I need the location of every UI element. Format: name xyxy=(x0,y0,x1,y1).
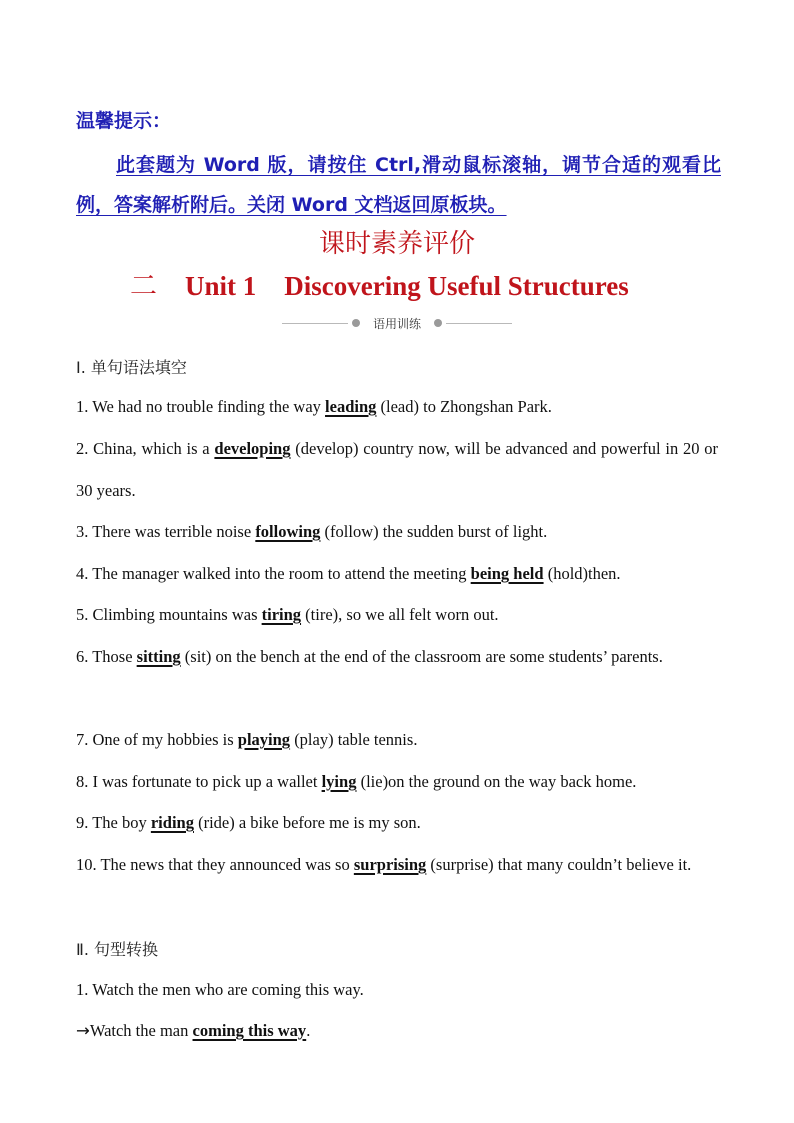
unit-topic: Discovering Useful Structures xyxy=(284,271,629,301)
banner-label: 语用训练 xyxy=(372,317,421,331)
arrow-icon: → xyxy=(76,1021,90,1040)
question-text: (lead) to Zhongshan Park. xyxy=(376,397,552,416)
question-9 xyxy=(76,802,718,844)
part1-heading: Ⅰ. 单句语法填空 xyxy=(76,358,187,377)
question-text: 6. Those xyxy=(76,647,137,666)
question-text: (surprise) that many couldn’t believe it. xyxy=(426,855,692,874)
tip-title: 温馨提示： xyxy=(76,110,172,132)
question-text: 5. Climbing mountains was xyxy=(76,605,262,624)
question-text: . xyxy=(306,1021,311,1040)
question-text: Watch the man xyxy=(89,1021,193,1040)
question-8 xyxy=(76,761,718,803)
answer: sitting xyxy=(136,647,181,666)
question-text: (play) table tennis. xyxy=(290,730,418,749)
answer: riding xyxy=(150,813,194,832)
bullet-dot-icon xyxy=(434,319,442,327)
question-4 xyxy=(76,553,718,595)
question-text: (ride) a bike before me is my son. xyxy=(193,813,421,832)
question-text: (tire), so we all felt worn out. xyxy=(301,605,499,624)
question-5 xyxy=(76,594,718,636)
question-text: 8. I was fortunate to pick up a wallet xyxy=(76,772,322,791)
answer: playing xyxy=(237,730,291,749)
question-2 xyxy=(76,428,718,511)
section-banner xyxy=(282,312,512,334)
answer: coming this way xyxy=(192,1021,307,1040)
answer: lying xyxy=(321,772,357,791)
answer: developing xyxy=(214,439,291,458)
question-text: (follow) the sudden burst of light. xyxy=(320,522,548,541)
question-text: (hold)then. xyxy=(543,564,621,583)
answer: being held xyxy=(470,564,544,583)
question-text: (develop) country now, will be advanced and powerful in 20 or 30 years. xyxy=(76,439,718,500)
page-title: 课时素养评价 xyxy=(318,229,475,259)
answer: surprising xyxy=(353,855,427,874)
question-text: 1. We had no trouble finding the way xyxy=(76,397,326,416)
unit-label: Unit 1 xyxy=(185,271,257,301)
question-text: 7. One of my hobbies is xyxy=(76,730,238,749)
divider xyxy=(446,323,512,324)
tip-line: 此套题为 Word 版，请按住 Ctrl,滑动鼠标滚轴，调节合适的观看比例，答案解析附后。关闭 Word 文档返回原板块。 xyxy=(76,154,721,216)
question-text: 9. The boy xyxy=(76,813,151,832)
tip-text xyxy=(76,145,721,225)
answer: leading xyxy=(325,397,377,416)
question-text: 2. China, which is a xyxy=(76,439,215,458)
question-text: 10. The news that they announced was so xyxy=(76,855,354,874)
question-1 xyxy=(76,386,718,428)
question-7 xyxy=(76,719,718,761)
unit-title xyxy=(130,264,629,303)
question-text: 3. There was terrible noise xyxy=(76,522,256,541)
answer: following xyxy=(255,522,321,541)
question-text: (sit) on the bench at the end of the classroom are some students’ parents. xyxy=(180,647,663,666)
answer: tiring xyxy=(261,605,302,624)
question-text: (lie)on the ground on the way back home. xyxy=(356,772,637,791)
rewrite-answer-1 xyxy=(76,1010,718,1052)
rewrite-question-1: 1. Watch the men who are coming this way. xyxy=(76,980,364,999)
question-text: 4. The manager walked into the room to attend the meeting xyxy=(76,564,471,583)
part2-heading: Ⅱ. 句型转换 xyxy=(76,940,159,959)
question-10 xyxy=(76,844,718,886)
section-number: 二 xyxy=(130,271,157,302)
question-3 xyxy=(76,511,718,553)
question-6 xyxy=(76,636,718,678)
